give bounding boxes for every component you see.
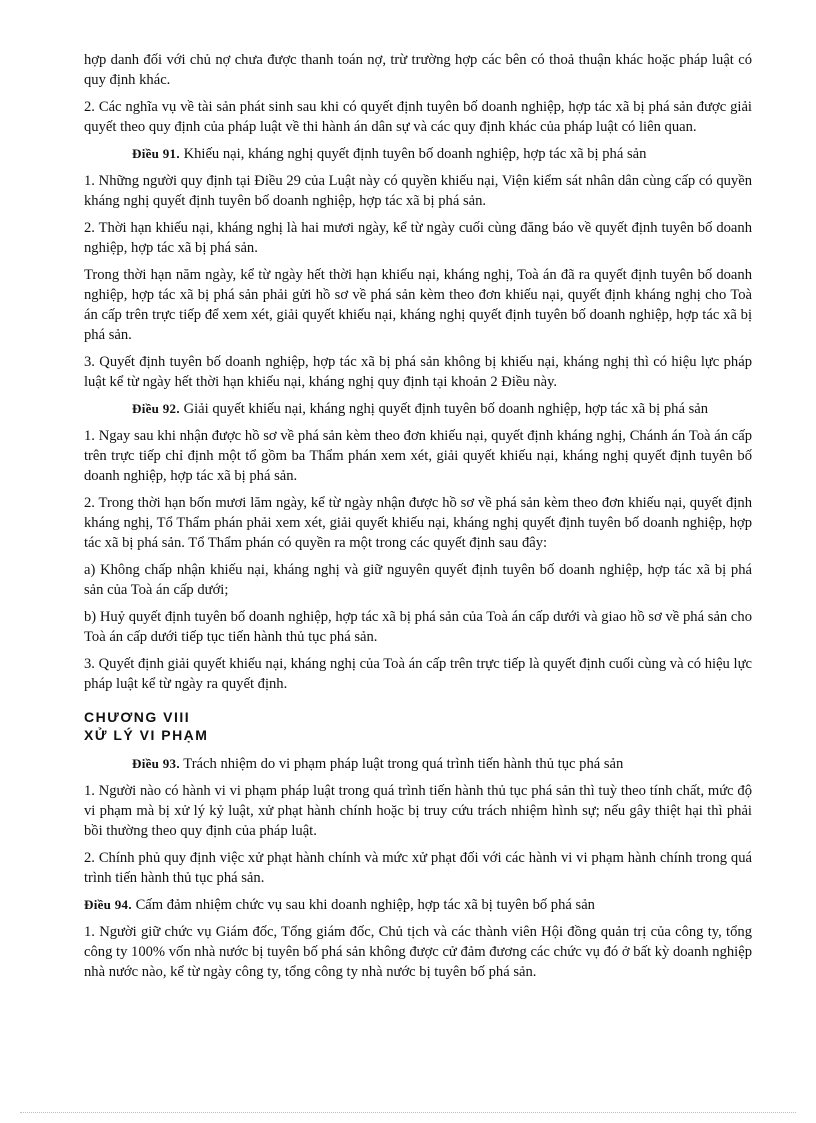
chapter-title: XỬ LÝ VI PHẠM: [84, 727, 209, 743]
paragraph: 3. Quyết định giải quyết khiếu nại, kháng nghị của Toà án cấp trên trực tiếp là quyết định cuối cùng và có hiệu lực pháp luật kể từ ngày ra quyết định.: [84, 656, 752, 692]
paragraph: b) Huỷ quyết định tuyên bố doanh nghiệp, hợp tác xã bị phá sản của Toà án cấp dưới và giao hồ sơ về phá sản cho Toà án cấp dưới tiếp tục tiến hành thủ tục phá sản.: [84, 609, 752, 645]
paragraph: Trong thời hạn năm ngày, kể từ ngày hết thời hạn khiếu nại, kháng nghị, Toà án đã ra quyết định tuyên bố doanh nghiệp, hợp tác xã bị phá sản phải gửi hồ sơ về phá sản kèm theo đơn khiếu nại, quyết định kháng nghị cho Toà án cấp trên trực tiếp để xem xét, giải quyết khiếu nại, kháng nghị quyết định tuyên bố doanh nghiệp, hợp tác xã bị phá sản.: [84, 267, 752, 343]
article-title: Cấm đảm nhiệm chức vụ sau khi doanh nghiệp, hợp tác xã bị tuyên bố phá sản: [135, 897, 595, 913]
article-number: Điều 91.: [132, 146, 180, 161]
article-number: Điều 92.: [132, 401, 180, 416]
paragraph: 2. Thời hạn khiếu nại, kháng nghị là hai mươi ngày, kể từ ngày cuối cùng đăng báo về quyết định tuyên bố doanh nghiệp, hợp tác xã bị phá sản.: [84, 220, 752, 256]
article-title: Trách nhiệm do vi phạm pháp luật trong quá trình tiến hành thủ tục phá sản: [183, 756, 624, 772]
paragraph: 1. Người nào có hành vi vi phạm pháp luật trong quá trình tiến hành thủ tục phá sản thì tuỳ theo tính chất, mức độ vi phạm mà bị xử lý kỷ luật, xử phạt hành chính hoặc bị truy cứu trách nhiệm hình sự; nếu gây thiệt hại thì phải bồi thường theo quy định của pháp luật.: [84, 783, 752, 839]
article-heading: [84, 399, 752, 419]
article-heading: [84, 754, 752, 774]
paragraph: 1. Những người quy định tại Điều 29 của Luật này có quyền khiếu nại, Viện kiểm sát nhân dân cùng cấp có quyền kháng nghị quyết định tuyên bố doanh nghiệp, hợp tác xã bị phá sản.: [84, 173, 752, 209]
page-footer-divider: [20, 1112, 796, 1113]
paragraph: hợp danh đối với chủ nợ chưa được thanh toán nợ, trừ trường hợp các bên có thoả thuận khác hoặc pháp luật có quy định khác.: [84, 52, 752, 88]
paragraph: 1. Ngay sau khi nhận được hồ sơ về phá sản kèm theo đơn khiếu nại, quyết định kháng nghị, Chánh án Toà án cấp trên trực tiếp chỉ định một tổ gồm ba Thẩm phán xem xét, giải quyết khiếu nại, kháng nghị quyết định tuyên bố doanh nghiệp, hợp tác xã bị phá sản.: [84, 428, 752, 484]
article-title: Khiếu nại, kháng nghị quyết định tuyên bố doanh nghiệp, hợp tác xã bị phá sản: [183, 146, 647, 162]
article-number: Điều 94.: [84, 897, 132, 912]
article-heading: [84, 895, 752, 915]
paragraph: a) Không chấp nhận khiếu nại, kháng nghị và giữ nguyên quyết định tuyên bố doanh nghiệp, hợp tác xã bị phá sản của Toà án cấp dưới;: [84, 562, 752, 598]
paragraph: 2. Chính phủ quy định việc xử phạt hành chính và mức xử phạt đối với các hành vi vi phạm hành chính trong quá trình tiến hành thủ tục phá sản.: [84, 850, 752, 886]
document-page: [84, 50, 752, 989]
chapter-heading: [84, 708, 752, 744]
paragraph: 2. Các nghĩa vụ về tài sản phát sinh sau khi có quyết định tuyên bố doanh nghiệp, hợp tác xã bị phá sản được giải quyết theo quy định của pháp luật về thi hành án dân sự và các quy định khác của pháp luật có liên quan.: [84, 99, 752, 135]
paragraph: 3. Quyết định tuyên bố doanh nghiệp, hợp tác xã bị phá sản không bị khiếu nại, kháng nghị thì có hiệu lực pháp luật kể từ ngày hết thời hạn khiếu nại, kháng nghị quy định tại khoản 2 Điều này.: [84, 354, 752, 390]
article-title: Giải quyết khiếu nại, kháng nghị quyết định tuyên bố doanh nghiệp, hợp tác xã bị phá sản: [183, 401, 709, 417]
chapter-number: CHƯƠNG VIII: [84, 709, 191, 725]
article-number: Điều 93.: [132, 756, 180, 771]
paragraph: 2. Trong thời hạn bốn mươi lăm ngày, kể từ ngày nhận được hồ sơ về phá sản kèm theo đơn khiếu nại, quyết định kháng nghị, Tổ Thẩm phán phải xem xét, giải quyết khiếu nại, kháng nghị quyết định tuyên bố doanh nghiệp, hợp tác xã bị phá sản. Tổ Thẩm phán có quyền ra một trong các quyết định sau đây:: [84, 495, 752, 551]
paragraph: 1. Người giữ chức vụ Giám đốc, Tổng giám đốc, Chủ tịch và các thành viên Hội đồng quản trị của công ty, tổng công ty 100% vốn nhà nước bị tuyên bố phá sản không được cử đảm đương các chức vụ đó ở bất kỳ doanh nghiệp nhà nước nào, kể từ ngày công ty, tổng công ty nhà nước bị tuyên bố phá sản.: [84, 924, 752, 980]
article-heading: [84, 144, 752, 164]
